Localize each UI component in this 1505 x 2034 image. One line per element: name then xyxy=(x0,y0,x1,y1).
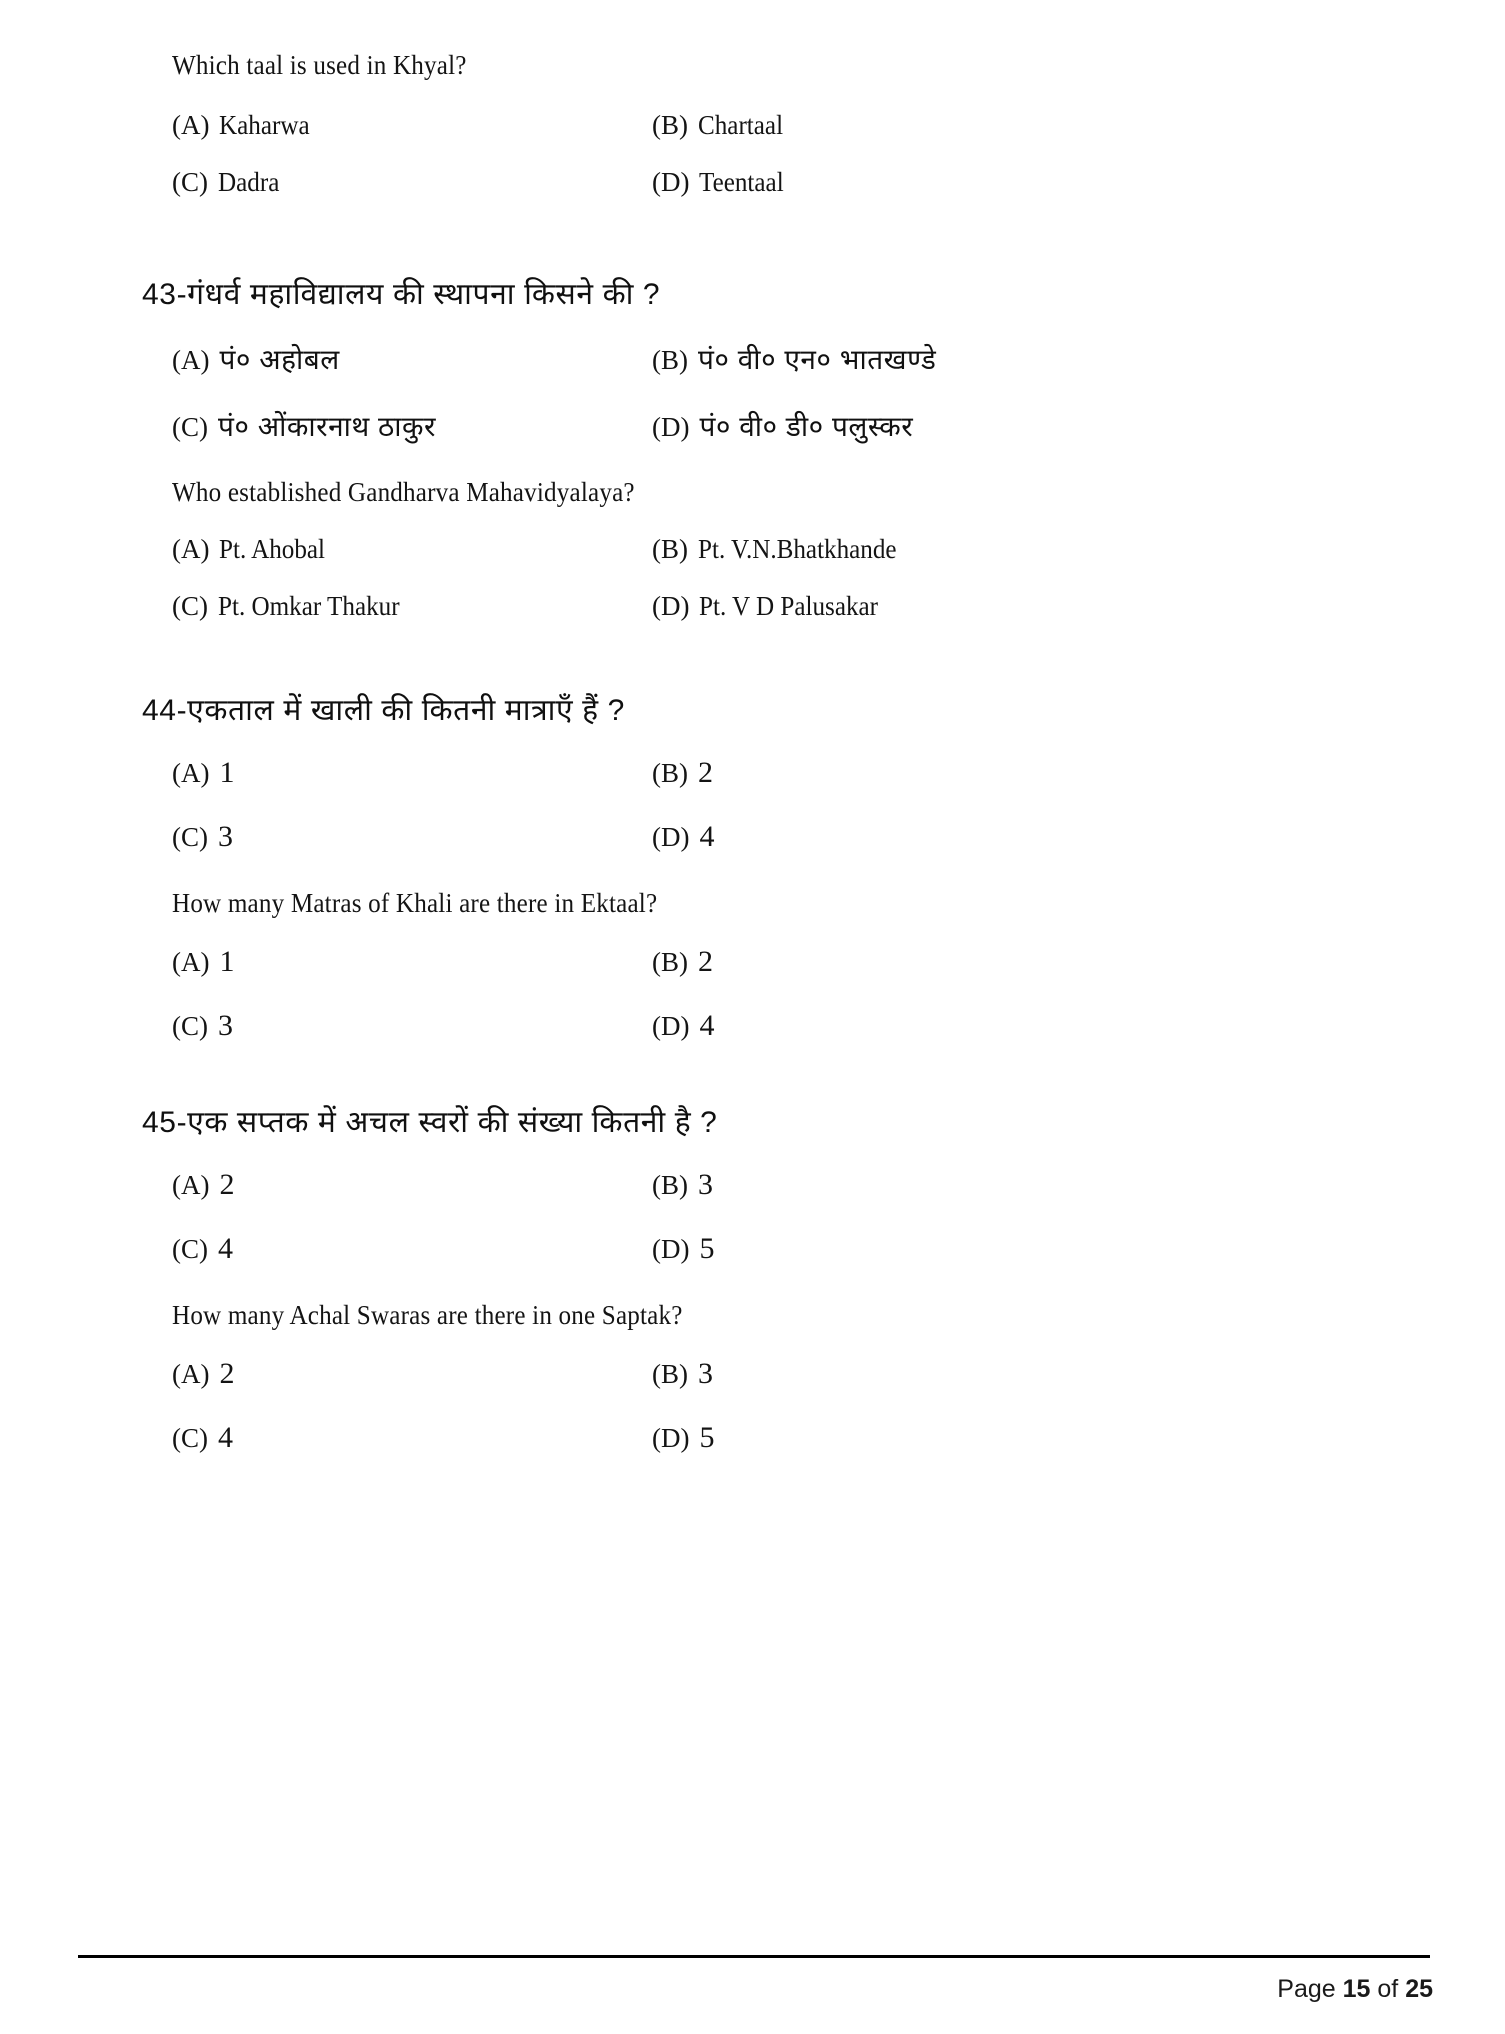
option-c[interactable] xyxy=(172,167,284,198)
option-b-text: 2 xyxy=(698,945,713,978)
option-d-text: Pt. V D Palusakar xyxy=(699,591,879,621)
option-row xyxy=(172,110,1352,152)
option-d-label: (D) xyxy=(652,1011,690,1041)
question-43-number: 43- xyxy=(142,278,188,311)
option-b[interactable] xyxy=(652,1357,713,1391)
option-d-label: (D) xyxy=(652,1234,690,1264)
option-b[interactable] xyxy=(652,945,713,979)
option-row xyxy=(172,1168,1352,1210)
option-a-label: (A) xyxy=(172,110,210,140)
option-a[interactable] xyxy=(172,756,234,790)
question-45-english-stem: How many Achal Swaras are there in one Saptak? xyxy=(172,1300,683,1330)
option-b-label: (B) xyxy=(652,534,688,564)
option-b[interactable] xyxy=(652,756,713,790)
option-d[interactable] xyxy=(652,1232,714,1266)
option-a-text: 2 xyxy=(219,1168,235,1201)
option-c[interactable] xyxy=(172,407,436,445)
option-d-text: पं० वी० डी० पलुस्कर xyxy=(699,411,914,442)
option-c-text: 4 xyxy=(218,1421,233,1454)
option-a[interactable] xyxy=(172,534,334,565)
option-a-text: Pt. Ahobal xyxy=(219,534,326,564)
question-43-hindi-stem: गंधर्व महाविद्यालय की स्थापना किसने की ? xyxy=(187,278,661,311)
option-b-label: (B) xyxy=(652,345,688,375)
option-row xyxy=(172,1009,1352,1051)
option-b-label: (B) xyxy=(652,1359,688,1389)
option-d[interactable] xyxy=(652,820,714,854)
option-c-label: (C) xyxy=(172,167,208,197)
option-d-text: Teentaal xyxy=(699,167,785,197)
option-a[interactable] xyxy=(172,1168,234,1202)
question-44-number: 44- xyxy=(142,694,188,727)
option-b-text: 3 xyxy=(698,1168,713,1201)
question-45-hindi-stem: एक सप्तक में अचल स्वरों की संख्या कितनी है ? xyxy=(187,1106,718,1139)
option-c-text: पं० ओंकारनाथ ठाकुर xyxy=(218,411,437,442)
option-c-label: (C) xyxy=(172,1423,208,1453)
option-row xyxy=(172,820,1352,862)
question-44-hindi-stem: एकताल में खाली की कितनी मात्राएँ हैं ? xyxy=(187,694,625,727)
page-footer xyxy=(1277,1975,1433,2004)
option-c[interactable] xyxy=(172,1009,233,1043)
option-a-text: 1 xyxy=(219,945,235,978)
option-c-text: 3 xyxy=(218,820,233,853)
option-c-text: Dadra xyxy=(218,167,280,197)
option-b-label: (B) xyxy=(652,110,688,140)
footer-total-pages: 25 xyxy=(1405,1975,1433,2003)
option-c-text: 3 xyxy=(218,1009,233,1042)
option-a[interactable] xyxy=(172,945,234,979)
option-a-label: (A) xyxy=(172,534,210,564)
option-row xyxy=(172,1421,1352,1463)
option-row xyxy=(172,407,1352,449)
option-a-text: Kaharwa xyxy=(219,110,311,140)
option-d-text: 5 xyxy=(699,1421,715,1454)
option-b-text: 3 xyxy=(698,1357,713,1390)
option-a[interactable] xyxy=(172,110,317,141)
option-d-label: (D) xyxy=(652,822,690,852)
option-a-label: (A) xyxy=(172,345,210,375)
option-c-label: (C) xyxy=(172,1234,208,1264)
option-a-label: (A) xyxy=(172,1359,210,1389)
option-d[interactable] xyxy=(652,591,892,622)
option-row xyxy=(172,340,1352,382)
option-a-text: पं० अहोबल xyxy=(219,344,340,375)
option-row xyxy=(172,1357,1352,1399)
option-a[interactable] xyxy=(172,340,340,378)
option-c-text: Pt. Omkar Thakur xyxy=(218,591,400,621)
option-d[interactable] xyxy=(652,167,791,198)
option-d[interactable] xyxy=(652,407,913,445)
option-c[interactable] xyxy=(172,591,413,622)
option-b[interactable] xyxy=(652,534,912,565)
option-c-label: (C) xyxy=(172,591,208,621)
option-b-text: पं० वी० एन० भातखण्डे xyxy=(698,344,937,375)
option-a-label: (A) xyxy=(172,1170,210,1200)
option-b-text: Pt. V.N.Bhatkhande xyxy=(698,534,897,564)
option-c[interactable] xyxy=(172,820,233,854)
footer-page-number: 15 xyxy=(1342,1975,1371,2003)
option-c-text: 4 xyxy=(218,1232,233,1265)
option-b[interactable] xyxy=(652,1168,713,1202)
option-b-text: 2 xyxy=(698,756,713,789)
option-b-label: (B) xyxy=(652,758,688,788)
option-a[interactable] xyxy=(172,1357,234,1391)
question-45-hindi-stem-line xyxy=(142,1100,717,1141)
option-row xyxy=(172,591,1352,633)
option-a-label: (A) xyxy=(172,947,210,977)
option-b-label: (B) xyxy=(652,947,688,977)
option-b[interactable] xyxy=(652,340,936,378)
footer-divider xyxy=(78,1955,1430,1958)
question-45-number: 45- xyxy=(142,1106,188,1139)
option-b[interactable] xyxy=(652,110,789,141)
question-43-hindi-stem-line xyxy=(142,272,660,313)
option-b-text: Chartaal xyxy=(698,110,784,140)
option-d-label: (D) xyxy=(652,167,690,197)
option-row xyxy=(172,756,1352,798)
option-a-text: 2 xyxy=(219,1357,235,1390)
option-d[interactable] xyxy=(652,1009,714,1043)
question-43-english-stem: Who established Gandharva Mahavidyalaya? xyxy=(172,477,635,507)
option-c-label: (C) xyxy=(172,412,208,442)
option-row xyxy=(172,1232,1352,1274)
option-row xyxy=(172,534,1352,576)
option-c[interactable] xyxy=(172,1421,233,1455)
option-d-label: (D) xyxy=(652,591,690,621)
option-b-label: (B) xyxy=(652,1170,688,1200)
option-c[interactable] xyxy=(172,1232,233,1266)
option-row xyxy=(172,945,1352,987)
question-44-english-stem: How many Matras of Khali are there in Ektaal? xyxy=(172,888,658,918)
option-a-text: 1 xyxy=(219,756,235,789)
option-d-label: (D) xyxy=(652,1423,690,1453)
option-d[interactable] xyxy=(652,1421,714,1455)
option-d-text: 4 xyxy=(699,1009,715,1042)
option-c-label: (C) xyxy=(172,822,208,852)
footer-page-word: Page xyxy=(1277,1975,1336,2003)
question-44-hindi-stem-line xyxy=(142,688,625,729)
option-d-text: 4 xyxy=(699,820,715,853)
option-d-text: 5 xyxy=(699,1232,715,1265)
option-row xyxy=(172,167,1352,209)
option-a-label: (A) xyxy=(172,758,210,788)
footer-of-word: of xyxy=(1377,1975,1399,2003)
option-c-label: (C) xyxy=(172,1011,208,1041)
question-stem-english: Which taal is used in Khyal? xyxy=(172,50,467,80)
option-d-label: (D) xyxy=(652,412,690,442)
